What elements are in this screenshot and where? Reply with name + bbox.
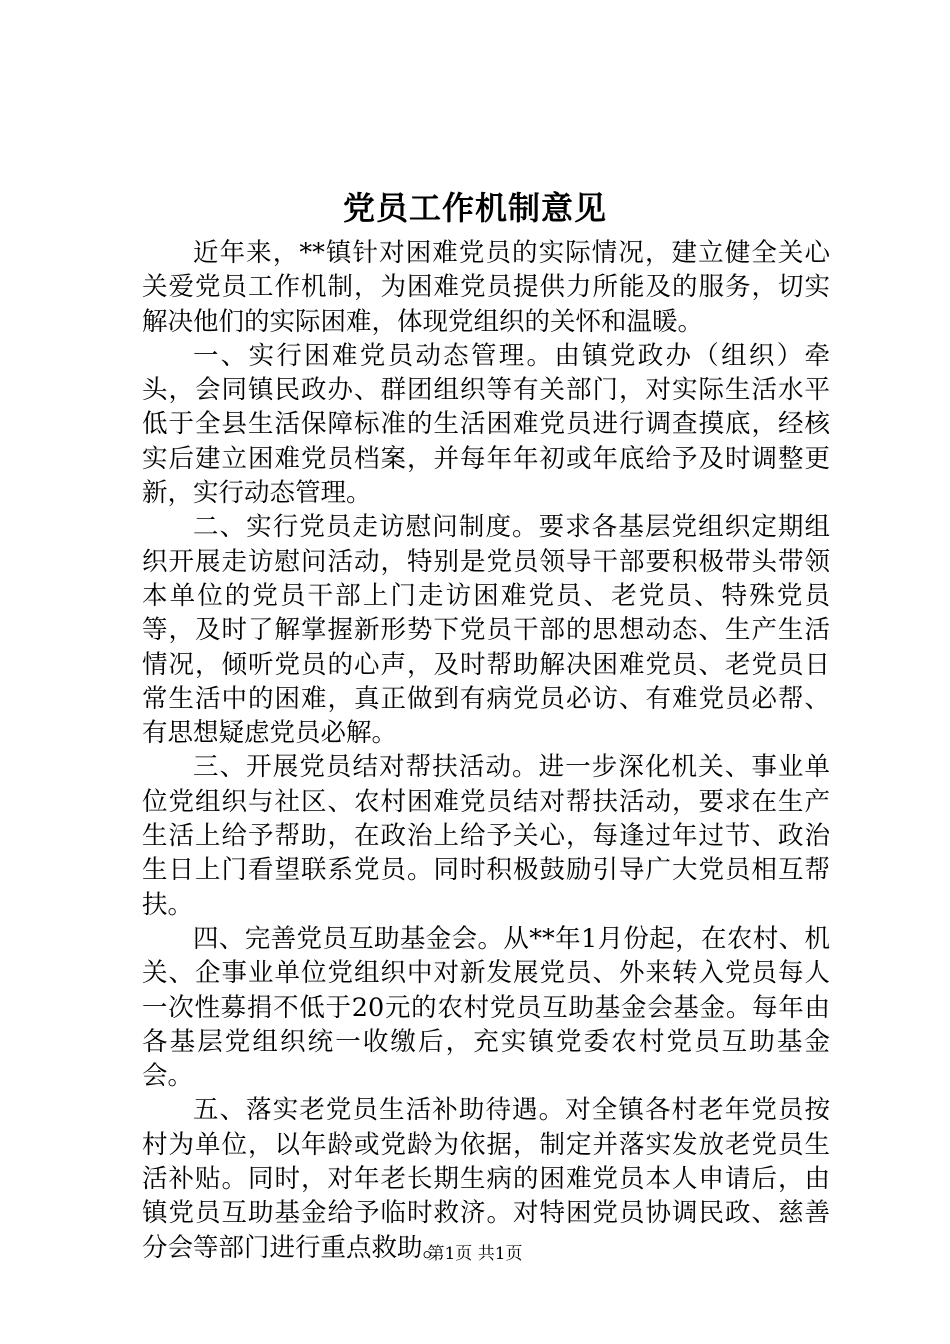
document-body [142,236,830,1265]
paragraph-section-1: 一、实行困难党员动态管理。由镇党政办（组织）牵头，会同镇民政办、群团组织等有关部门，对实际生活水平低于全县生活保障标准的生活困难党员进行调查摸底，经核实后建立困难党员档案，并每年年初或年底给予及时调整更新，实行动态管理。 [142,340,830,509]
paragraph-section-5: 五、落实老党员生活补助待遇。对全镇各村老年党员按村为单位，以年龄或党龄为依据，制定并落实发放老党员生活补贴。同时，对年老长期生病的困难党员本人申请后，由镇党员互助基金给予临时救济。对特困党员协调民政、慈善分会等部门进行重点救助。 [142,1095,830,1263]
page-number-footer: 第1页 共1页 [427,1244,523,1264]
paragraph-section-4: 四、完善党员互助基金会。从**年1月份起，在农村、机关、企事业单位党组织中对新发展党员、外来转入党员每人一次性募捐不低于20元的农村党员互助基金会基金。每年由各基层党组织统一收缴后，充实镇党委农村党员互助基金会。 [142,923,830,1092]
document-title: 党员工作机制意见 [342,189,607,227]
paragraph-section-3: 三、开展党员结对帮扶活动。进一步深化机关、事业单位党组织与社区、农村困难党员结对帮扶活动，要求在生产生活上给予帮助，在政治上给予关心，每逢过年过节、政治生日上门看望联系党员。同时积极鼓励引导广大党员相互帮扶。 [142,752,830,920]
paragraph-intro: 近年来，**镇针对困难党员的实际情况，建立健全关心关爱党员工作机制，为困难党员提供力所能及的服务，切实解决他们的实际困难，体现党组织的关怀和温暖。 [142,238,830,337]
paragraph-section-2: 二、实行党员走访慰问制度。要求各基层党组织定期组织开展走访慰问活动，特别是党员领导干部要积极带头带领本单位的党员干部上门走访困难党员、老党员、特殊党员等，及时了解掌握新形势下党员干部的思想动态、生产生活情况，倾听党员的心声，及时帮助解决困难党员、老党员日常生活中的困难，真正做到有病党员必访、有难党员必帮、有思想疑虑党员必解。 [142,512,830,749]
